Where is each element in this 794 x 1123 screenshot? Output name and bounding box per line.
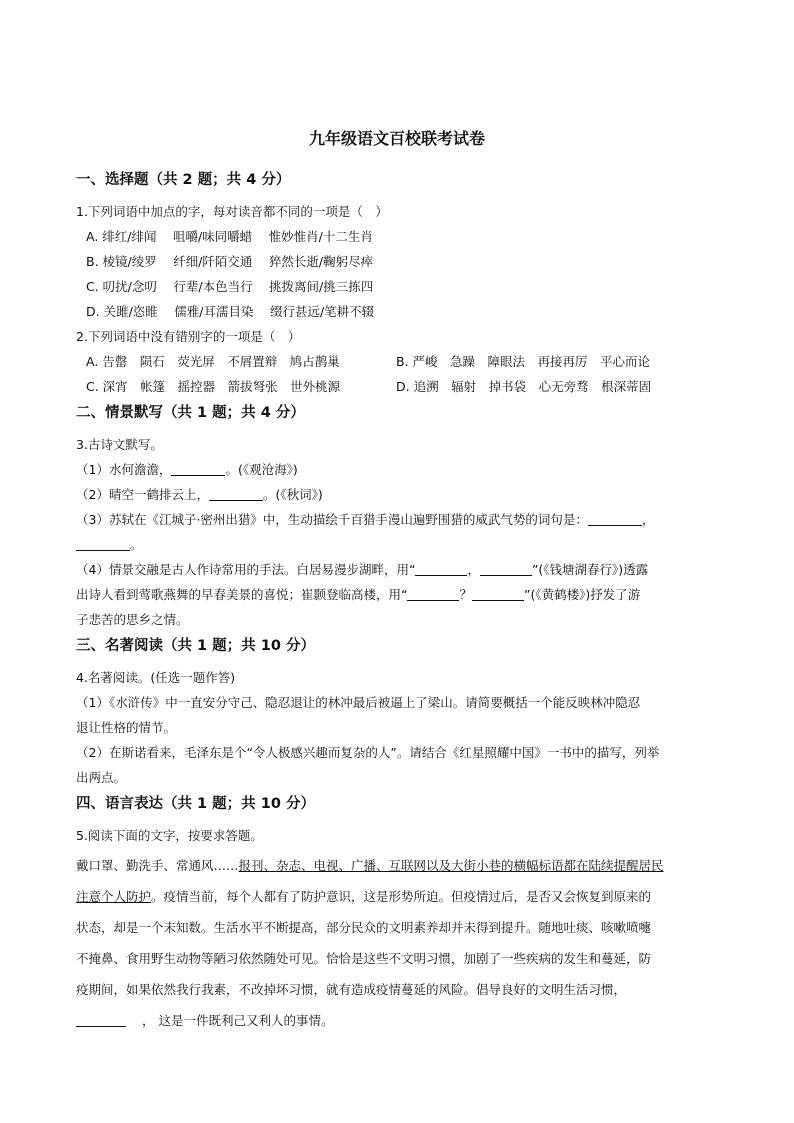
item-text: ， xyxy=(641,512,655,527)
question-2-option-a: A. 告罄 陨石 荧光屏 不屑置辩 鸠占鹊巢 xyxy=(86,354,340,369)
question-4-part-2: （2）在斯诺看来，毛泽东是个“令人极感兴趣而复杂的人”。请结合《红星照耀中国》一书中的描写，列举 xyxy=(76,745,660,760)
question-4-stem: 4.名著阅读。(任选一题作答) xyxy=(76,670,236,685)
page-title: 九年级语文百校联考试卷 xyxy=(308,129,485,148)
section-heading-choice: 一、选择题（共 2 题；共 4 分） xyxy=(76,172,291,188)
item-text: ”(《钱塘湖春行》)透露 xyxy=(531,562,649,577)
passage-text: 戴口罩、勤洗手、常通风…… xyxy=(76,858,239,873)
item-text: （4）情景交融是古人作诗常用的手法。白居易漫步湖畔，用“ xyxy=(76,562,416,577)
passage-text: 。疫情当前，每个人都有了防护意识，这是形势所迫。但疫情过后，是否又会恢复到原来的 xyxy=(151,889,652,904)
question-3-item-3-cont xyxy=(76,535,143,553)
question-4-part-1: （1）《水浒传》中一直安分守己、隐忍退让的林冲最后被逼上了梁山。请简要概括一个能反映林冲隐忍 xyxy=(76,695,641,710)
item-text: （3）苏轼在《江城子·密州出猎》中，生动描绘千百猎手漫山遍野围猎的威武气势的词句是： xyxy=(76,512,588,527)
question-3-item-4-end: 子悲苦的思乡之情。 xyxy=(76,612,189,627)
passage-line xyxy=(76,856,664,874)
item-text: （2）晴空一鹤排云上， xyxy=(76,487,209,502)
question-1-stem: 1.下列词语中加点的字，每对读音都不同的一项是（ ） xyxy=(76,204,388,219)
answer-blank[interactable] xyxy=(76,1014,126,1027)
question-1-option-a: A. 绯红/绯闻 咀嚼/味同嚼蜡 惟妙惟肖/十二生肖 xyxy=(86,229,373,244)
item-text: ， xyxy=(467,562,480,577)
question-2-option-b: B. 严峻 急躁 障眼法 再接再厉 平心而论 xyxy=(396,354,651,369)
section-heading-classics: 三、名著阅读（共 1 题；共 10 分） xyxy=(76,638,315,654)
section-heading-recitation: 二、情景默写（共 1 题；共 4 分） xyxy=(76,405,305,421)
answer-blank[interactable] xyxy=(480,563,532,576)
question-4-part-1-cont: 退让性格的情节。 xyxy=(76,720,177,735)
underlined-text: 报刊、杂志、电视、广播、互联网以及大街小巷的横幅标语都在陆续提醒居民 xyxy=(238,858,664,873)
section-heading-expression: 四、语言表达（共 1 题；共 10 分） xyxy=(76,796,315,812)
item-text: 。(《秋词》) xyxy=(262,487,323,502)
item-text: （1）水何澹澹， xyxy=(76,462,172,477)
item-text: 。 xyxy=(130,537,143,552)
question-2-option-d: D. 追溯 辐射 掉书袋 心无旁骛 根深蒂固 xyxy=(396,379,652,394)
item-text: ？ xyxy=(459,587,472,602)
question-2-stem: 2.下列词语中没有错别字的一项是（ ） xyxy=(76,329,301,344)
question-1-option-c: C. 叨扰/念叨 行辈/本色当行 挑拨离间/挑三拣四 xyxy=(86,279,374,294)
item-text: 。(《观沧海》) xyxy=(225,462,298,477)
question-2-option-c: C. 深宵 帐篷 摇控器 箭拔弩张 世外桃源 xyxy=(86,379,341,394)
question-5-stem: 5.阅读下面的文字，按要求答题。 xyxy=(76,828,263,843)
passage-text: ， 这是一件既利己又利人的事情。 xyxy=(142,1013,334,1028)
question-4-part-2-cont: 出两点。 xyxy=(76,770,127,785)
question-3-item-4-cont xyxy=(76,585,640,603)
question-3-item-1 xyxy=(76,460,298,478)
question-3-item-3 xyxy=(76,510,654,528)
item-text: ”(《黄鹤楼》)抒发了游 xyxy=(524,587,641,602)
passage-line: 疫期间，如果依然我行我素，不改掉坏习惯，就有造成疫情蔓延的风险。倡导良好的文明生活习惯， xyxy=(76,982,627,997)
question-3-item-2 xyxy=(76,485,323,503)
question-3-stem: 3.古诗文默写。 xyxy=(76,437,163,452)
answer-blank[interactable] xyxy=(407,588,459,601)
answer-blank[interactable] xyxy=(209,488,263,501)
passage-line xyxy=(76,1011,333,1029)
answer-blank[interactable] xyxy=(76,538,130,551)
question-1-option-d: D. 关雎/恣睢 儒雅/耳濡目染 缀行甚远/笔耕不辍 xyxy=(86,304,375,319)
question-1-option-b: B. 棱镜/绫罗 纤细/阡陌交通 猝然长逝/鞠躬尽瘁 xyxy=(86,254,374,269)
answer-blank[interactable] xyxy=(472,588,524,601)
passage-line xyxy=(76,887,651,905)
answer-blank[interactable] xyxy=(171,463,225,476)
passage-line: 不掩鼻、食用野生动物等陋习依然随处可见。恰恰是这些不文明习惯，加剧了一些疾病的发生和蔓延，防 xyxy=(76,951,652,966)
answer-blank[interactable] xyxy=(415,563,467,576)
answer-blank[interactable] xyxy=(588,513,642,526)
passage-line: 状态，却是一个未知数。生活水平不断提高，部分民众的文明素养却并未得到提升。随地吐痰、咳嗽喷嚏 xyxy=(76,920,652,935)
item-text: 出诗人看到莺歌燕舞的早春美景的喜悦；崔颢登临高楼，用“ xyxy=(76,587,408,602)
question-3-item-4 xyxy=(76,560,648,578)
underlined-text: 注意个人防护 xyxy=(76,889,152,904)
